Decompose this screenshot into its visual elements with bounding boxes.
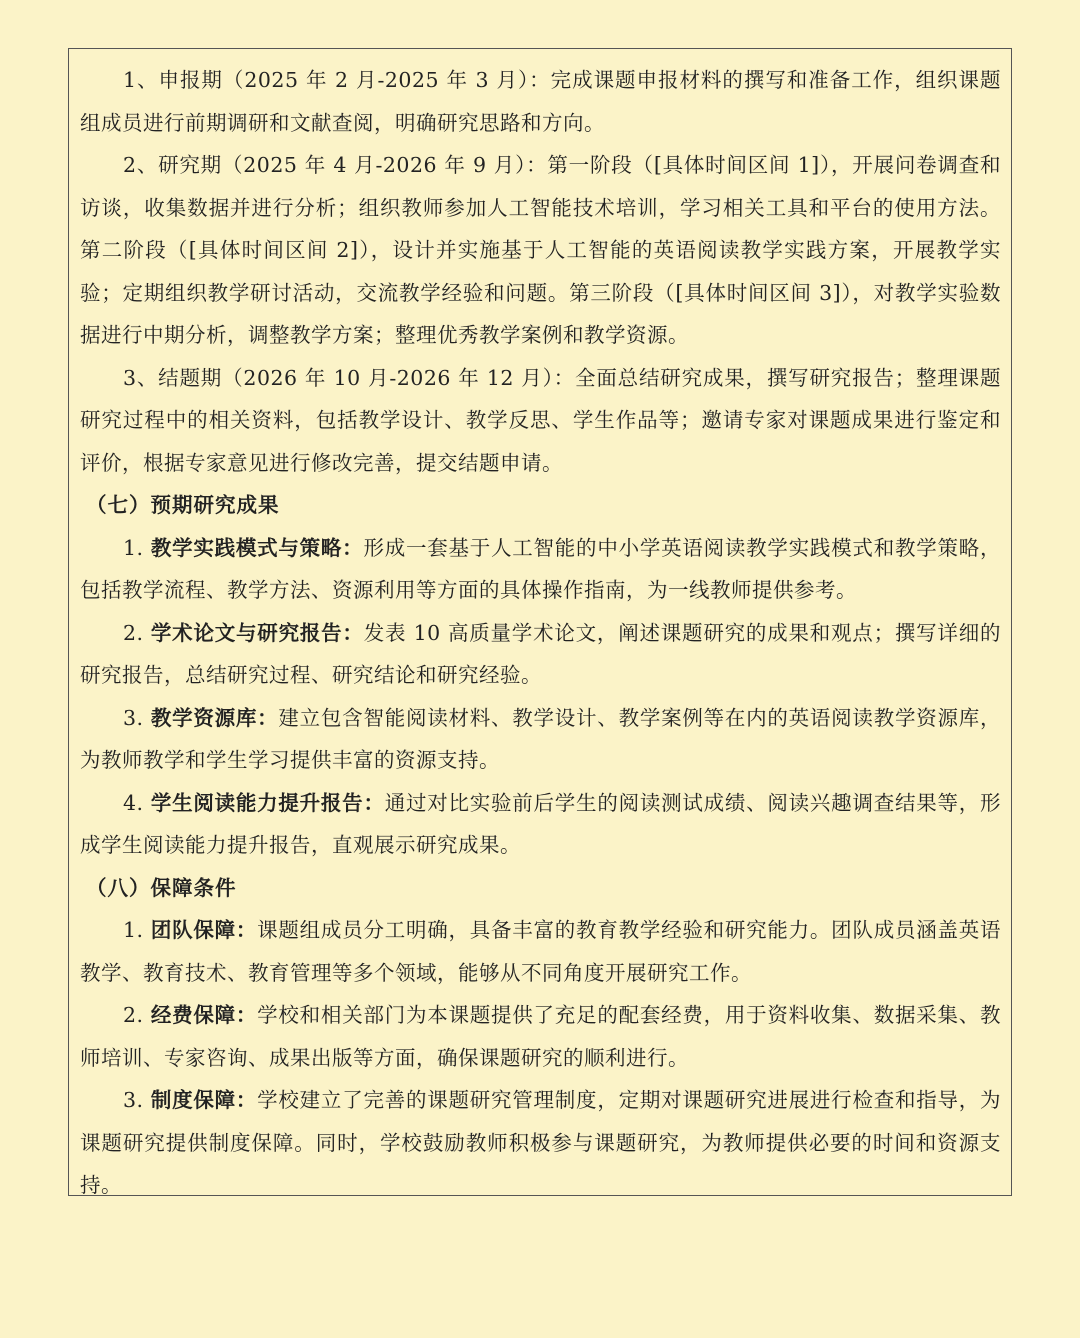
outcome-title: 学生阅读能力提升报告： [150,790,385,815]
guarantee-text: 学校建立了完善的课题研究管理制度，定期对课题研究进展进行检查和指导，为课题研究提供制度保障。同时，学校鼓励教师积极参与课题研究，为教师提供必要的时间和资源支持。 [80,1088,1001,1197]
outcome-title: 教学实践模式与策略： [150,535,364,560]
document-frame [68,48,1012,1196]
guarantee-title: 经费保障： [150,1003,258,1027]
section-heading-guarantees: （八）保障条件 [86,875,237,900]
outcome-number: 1. [123,535,144,560]
guarantee-number: 3. [123,1088,144,1112]
outcome-text: 建立包含智能阅读材料、教学设计、教学案例等在内的英语阅读教学资源库，为教师教学和学生学习提供丰富的资源支持。 [80,705,1001,772]
guarantee-number: 2. [123,1003,144,1027]
guarantee-title: 团队保障： [150,918,258,942]
outcome-title: 学术论文与研究报告： [150,620,364,645]
schedule-phase-3: 3、结题期（2026 年 10 月-2026 年 12 月）：全面总结研究成果，撰写研究报告；整理课题研究过程中的相关资料，包括教学设计、教学反思、学生作品等；邀请专家对课题成果进行鉴定和评价，根据专家意见进行修改完善，提交结题申请。 [80,365,1001,475]
guarantee-number: 1. [123,918,144,942]
guarantee-title: 制度保障： [150,1088,258,1112]
outcome-text: 通过对比实验前后学生的阅读测试成绩、阅读兴趣调查结果等，形成学生阅读能力提升报告，直观展示研究成果。 [80,790,1002,857]
outcome-number: 3. [123,705,144,730]
outcome-number: 2. [123,620,144,645]
outcome-item [80,697,1001,782]
outcome-item [80,612,1001,697]
outcome-item [80,527,1001,612]
guarantee-text: 学校和相关部门为本课题提供了充足的配套经费，用于资料收集、数据采集、教师培训、专家咨询、成果出版等方面，确保课题研究的顺利进行。 [80,1003,1001,1070]
schedule-phase-2: 2、研究期（2025 年 4 月-2026 年 9 月）：第一阶段（[具体时间区间 1]），开展问卷调查和访谈，收集数据并进行分析；组织教师参加人工智能技术培训，学习相关工具和平台的使用方法。第二阶段（[具体时间区间 2]），设计并实施基于人工智能的英语阅读教学实践方案，开展教学实验；定期组织教学研讨活动，交流教学经验和问题。第三阶段（[具体时间区间 3]），对教学实验数据进行中期分析，调整教学方案；整理优秀教学案例和教学资源。 [80,153,1001,347]
outcome-text: 形成一套基于人工智能的中小学英语阅读教学实践模式和教学策略，包括教学流程、教学方法、资源利用等方面的具体操作指南，为一线教师提供参考。 [80,535,1001,602]
outcome-text: 发表 10 高质量学术论文，阐述课题研究的成果和观点；撰写详细的研究报告，总结研究过程、研究结论和研究经验。 [80,620,1001,687]
guarantee-item [80,994,1001,1079]
outcome-number: 4. [123,790,144,815]
guarantee-item [80,1079,1001,1207]
outcome-title: 教学资源库： [150,705,279,730]
section-heading-outcomes: （七）预期研究成果 [86,493,280,517]
schedule-phase-1: 1、申报期（2025 年 2 月-2025 年 3 月）：完成课题申报材料的撰写和准备工作，组织课题组成员进行前期调研和文献查阅，明确研究思路和方向。 [80,68,1001,135]
guarantee-text: 课题组成员分工明确，具备丰富的教育教学经验和研究能力。团队成员涵盖英语教学、教育技术、教育管理等多个领域，能够从不同角度开展研究工作。 [80,918,1001,985]
outcome-item [80,782,1001,867]
guarantee-item [80,909,1001,994]
